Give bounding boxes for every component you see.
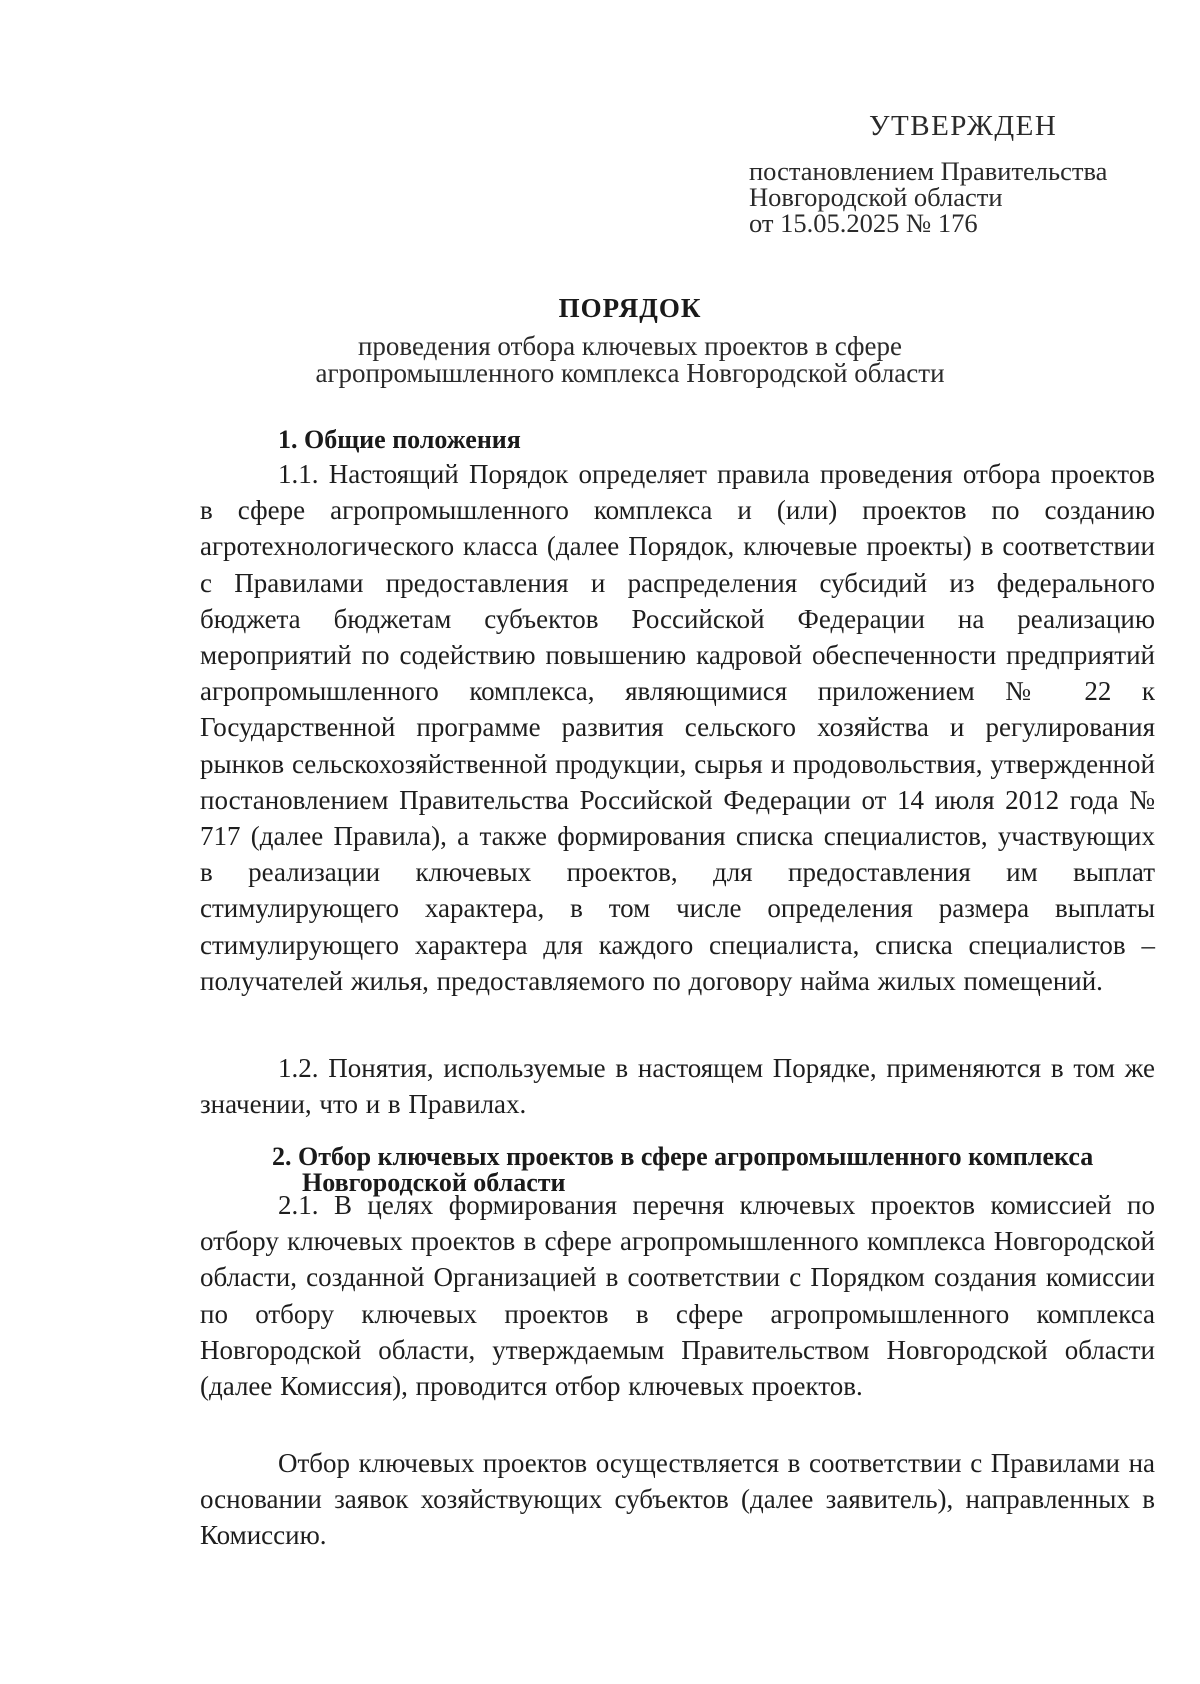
document-subtitle-line-1: проведения отбора ключевых проектов в сфере <box>357 331 903 361</box>
section-1-body-2 <box>200 1050 1155 1122</box>
approval-line-1: постановлением Правительства <box>749 156 1108 186</box>
paragraph-1-1: 1.1. Настоящий Порядок определяет правила проведения отбора проектов в сфере агропромышленного комплекса и (или) проектов по созданию агротехнологического класса (далее Порядок, ключевые проекты) в соответствии с Правилами предоставления и распределения субсидий из федерального бюджета бюджетам субъектов Российской Федерации на реализацию мероприятий по содействию повышению кадровой обеспеченности предприятий агропромышленного комплекса, являющимися приложением № 22 к Государственной программе развития сельского хозяйства и регулирования рынков сельскохозяйственной продукции, сырья и продовольствия, утвержденной постановлением Правительства Российской Федерации от 14 июля 2012 года № 717 (далее Правила), а также формирования списка специалистов, участвующих в реализации ключевых проектов, для предоставления им выплат стимулирующего характера, в том числе определения размера выплаты стимулирующего характера для каждого специалиста, списка специалистов – получателей жилья, предоставляемого по договору найма жилых помещений. <box>200 459 1155 996</box>
approval-title: УТВЕРЖДЕН <box>869 110 1058 142</box>
section-1-heading: 1. Общие положения <box>278 425 521 454</box>
document-title: ПОРЯДОК <box>558 293 702 323</box>
section-2-heading-line-2: Новгородской области <box>302 1168 566 1197</box>
document-subtitle-line-2: агропромышленного комплекса Новгородской области <box>315 358 945 388</box>
section-2-heading-line-1: 2. Отбор ключевых проектов в сфере агропромышленного комплекса <box>272 1142 1094 1171</box>
section-1-body <box>200 456 1155 999</box>
approval-line-2: Новгородской области <box>749 182 1003 212</box>
paragraph-2-2: Отбор ключевых проектов осуществляется в соответствии с Правилами на основании заявок хозяйствующих субъектов (далее заявитель), направленных в Комиссию. <box>200 1448 1155 1551</box>
paragraph-1-2: 1.2. Понятия, используемые в настоящем Порядке, применяются в том же значении, что и в Правилах. <box>200 1053 1155 1120</box>
section-2-body-2 <box>200 1445 1155 1554</box>
document-subtitle <box>30 333 1200 387</box>
section-2-body <box>200 1187 1155 1404</box>
paragraph-2-1: 2.1. В целях формирования перечня ключевых проектов комиссией по отбору ключевых проектов в сфере агропромышленного комплекса Новгородской области, созданной Организацией в соответствии с Порядком создания комиссии по отбору ключевых проектов в сфере агропромышленного комплекса Новгородской области, утверждаемым Правительством Новгородской области (далее Комиссия), проводится отбор ключевых проектов. <box>200 1190 1155 1402</box>
approval-stamp <box>749 108 1169 236</box>
approval-line-3: от 15.05.2025 № 176 <box>749 208 978 238</box>
